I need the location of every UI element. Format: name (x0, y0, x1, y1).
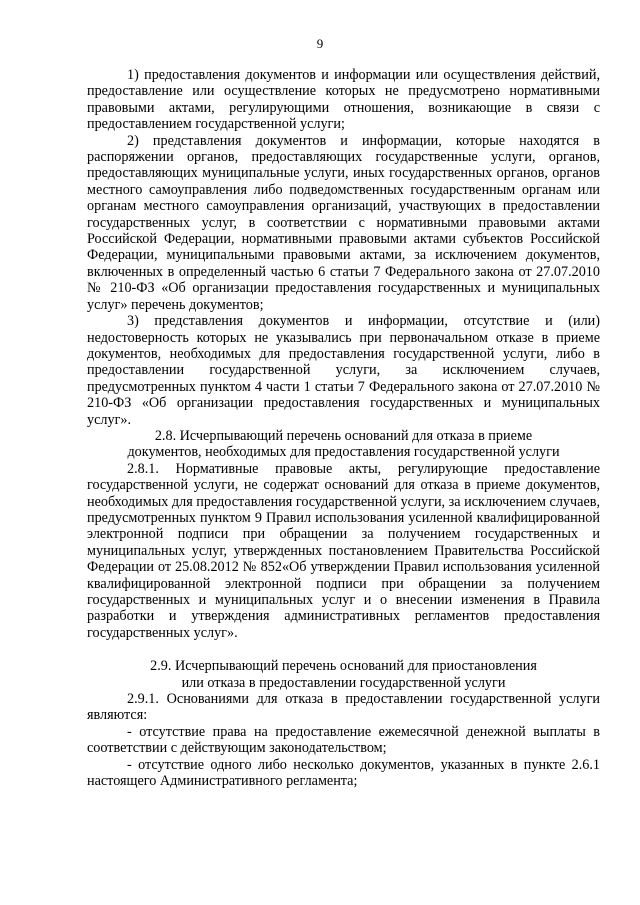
document-body (87, 67, 600, 789)
item-2-paragraph: 2) представления документов и информации, которые находятся в распоряжении органов, предоставляющих государственные услуги, органов, предоставляющих муниципальные услуги, иных государственных органов, органов местного самоуправления либо подведомственных государственным органам или органам местного самоуправления организаций, участвующих в предоставлении государственных услуг, в соответствии с нормативными правовыми актами Российской Федерации, нормативными правовыми актами субъектов Российской Федерации, муниципальными правовыми актами, за исключением документов, включенных в определенный частью 6 статьи 7 Федерального закона от 27.07.2010 № 210-ФЗ «Об организации предоставления государственных и муниципальных услуг» перечень документов; (87, 132, 600, 313)
section-2-8-heading-line-2: документов, необходимых для предоставления государственной услуги (127, 444, 560, 461)
item-3-paragraph: 3) представления документов и информации, отсутствие и (или) недостоверность которых не указывались при первоначальном отказе в приеме документов, необходимых для предоставления государственной услуги, либо в предоставлении государственной услуги, за исключением случаев, предусмотренных пунктом 4 части 1 статьи 7 Федерального закона от 27.07.2010 № 210-ФЗ «Об организации предоставления государственных и муниципальных услуг». (87, 313, 600, 428)
item-1-paragraph: 1) предоставления документов и информации или осуществления действий, предоставление или осуществление которых не предусмотрено нормативными правовыми актами, регулирующими отношения, возникающие в связи с предоставлением государственной услуги; (87, 67, 600, 133)
refusal-reason-2: - отсутствие одного либо несколько документов, указанных в пункте 2.6.1 настоящего Административного регламента; (87, 756, 600, 790)
section-spacer (87, 641, 600, 658)
section-2-9-heading-line-2: или отказа в предоставлении государственной услуги (181, 674, 506, 691)
paragraph-2-9-1: 2.9.1. Основаниями для отказа в предоставлении государственной услуги являются: (87, 691, 600, 724)
refusal-reason-1: - отсутствие права на предоставление ежемесячной денежной выплаты в соответствии с действующим законодательством; (87, 723, 600, 757)
section-2-9-heading-line-1: 2.9. Исчерпывающий перечень оснований для приостановления (150, 658, 537, 675)
section-2-8-heading-line-1: 2.8. Исчерпывающий перечень оснований для отказа в приеме (154, 427, 533, 444)
paragraph-2-8-1: 2.8.1. Нормативные правовые акты, регулирующие предоставление государственной услуги, не содержат оснований для отказа в приеме документов, необходимых для предоставления государственной услуги, за исключением случаев, предусмотренных пунктом 9 Правил использования усиленной квалифицированной электронной подписи при обращении за получением государственных и муниципальных услуг, утвержденных постановлением Правительства Российской Федерации от 25.08.2012 № 852«Об утверждении Правил использования усиленной квалифицированной электронной подписи при обращении за получением государственных и муниципальных услуг и о внесении изменения в Правила разработки и утверждения административных регламентов предоставления государственных услуг». (87, 460, 600, 641)
page-number: 9 (316, 36, 324, 51)
